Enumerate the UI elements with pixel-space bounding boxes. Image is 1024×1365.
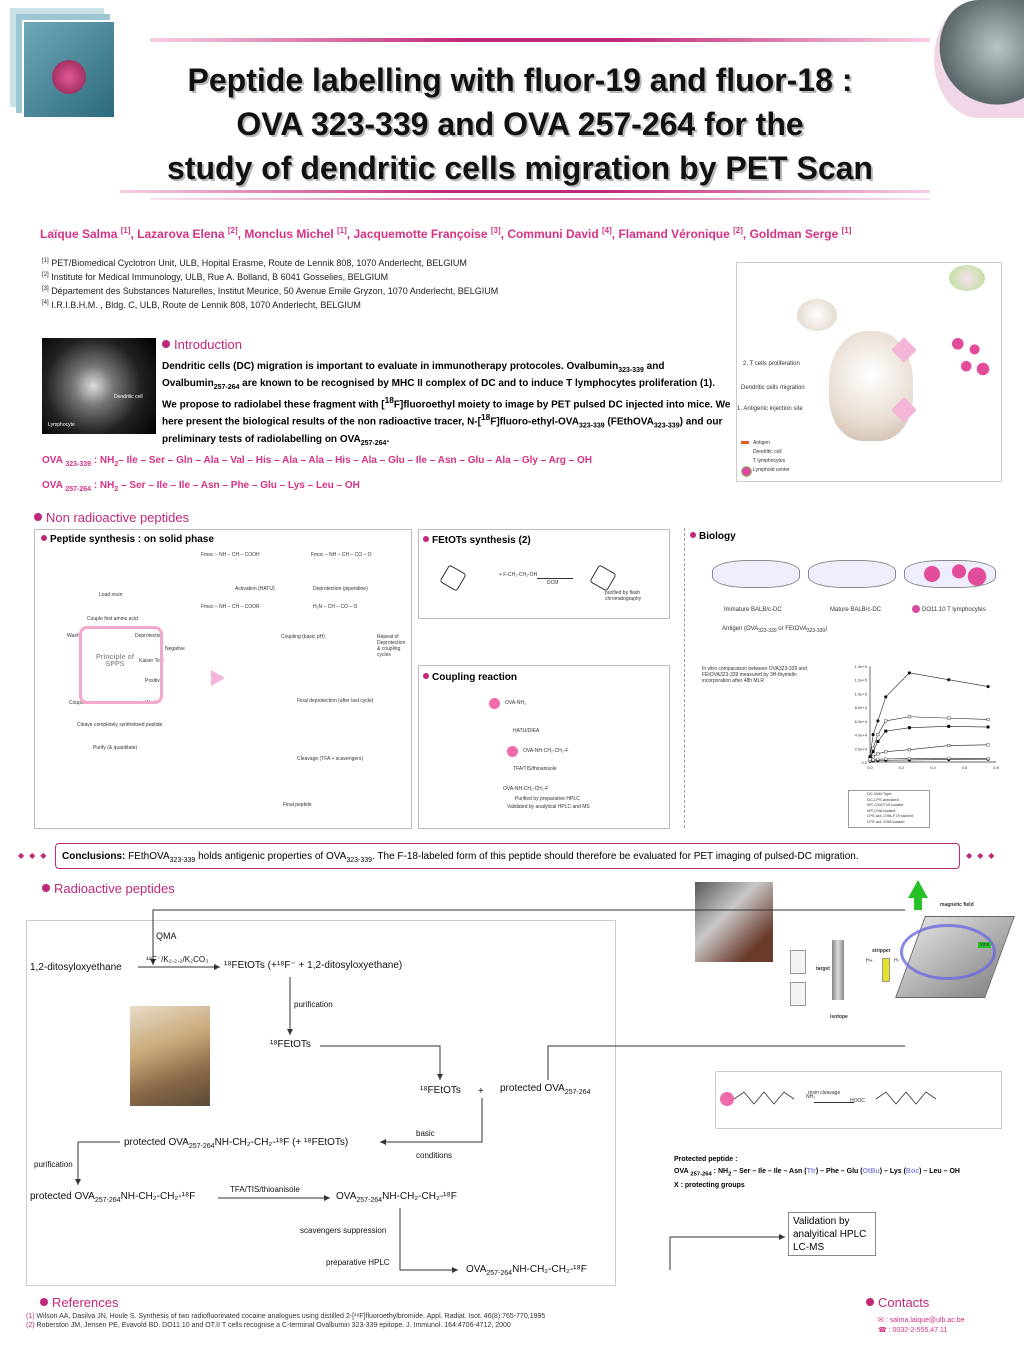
chart-legend-item: LPS act.-OVA loaded bbox=[867, 818, 905, 824]
sequence-ova-257: OVA $_{257-264}$ : $NH_2$ – Ser – Ile – Ile – Asn – Phe – Glu – Lys – Leu – OH bbox=[42, 480, 360, 493]
scheme-step: Deprotection (piperidine) bbox=[313, 586, 368, 592]
resin-cleavage-label: resin cleavage bbox=[808, 1090, 841, 1096]
spps-step: Deprotection bbox=[135, 633, 164, 639]
legend-lymphoid: Lymphoid center bbox=[753, 467, 790, 473]
coupling-step: Validated by analytical HPLC and MS bbox=[507, 804, 590, 810]
fetots-reagent: + F-CH₂-CH₂-OH bbox=[499, 572, 538, 578]
coupling-step: OVA-NH₂ bbox=[505, 700, 527, 706]
y-tick-label: 8.0e+4 bbox=[854, 705, 867, 711]
scheme-step: Final deprotection (after last cycle) bbox=[297, 698, 374, 704]
scheme-step: Fmoc – NH – CH – COOR bbox=[201, 604, 260, 610]
spps-step: Load resin bbox=[99, 592, 123, 598]
protected-peptide bbox=[674, 1154, 960, 1192]
introduction-heading: Introduction bbox=[162, 337, 242, 352]
contacts-heading: Contacts bbox=[866, 1295, 929, 1310]
coupling-step: Purified by preparative HPLC bbox=[515, 796, 580, 802]
chart-legend-item: DC-LPS activated bbox=[867, 796, 899, 802]
magnetic-field-label: magnetic field bbox=[940, 902, 974, 908]
intro-paragraph-1: Dendritic cells (DC) migration is important to evaluate in immunotherapy protocoles. Ovalbumin$_{323-339}$ and Ovalbumin$_{257-264}$ are known to be recognised by MHC II complex of DC and to induce T lymphocytes proliferation (1). bbox=[162, 361, 716, 391]
y-tick-label: 2.0e+4 bbox=[854, 746, 867, 752]
protected-peptide-title: Protected peptide : bbox=[674, 1156, 738, 1163]
kryptofix-label: ¹⁸F⁻/K₂.₂.₂/K₂CO₃ bbox=[146, 955, 209, 964]
nh2-label: NH₂ bbox=[806, 1094, 816, 1100]
isotope-box-2 bbox=[790, 982, 806, 1006]
fetots-label-2: ¹⁸FEtOTs bbox=[420, 1085, 461, 1096]
conclusion-bullets-left: ◆◆◆ bbox=[18, 851, 52, 860]
y-tick-label: 4.0e+4 bbox=[854, 732, 867, 738]
cyclotron-diagram bbox=[790, 880, 1000, 1020]
spps-step: Cleave completely synthetised peptide bbox=[77, 722, 163, 728]
ion-orbit bbox=[900, 924, 996, 980]
chart-legend-item: WT-OVA loaded bbox=[867, 807, 896, 813]
reaction-arrow-2 bbox=[814, 1102, 854, 1103]
intro-paragraph-2: We propose to radiolabel these fragment with [$^{18}$F]fluoroethyl moiety to image by PET pulsed DC injected into mice. We here present the biological results of the non radioactive tracer, $N-[^{18}F]fluoro-ethyl-OVA_{323-339}$ (FEthOVA$_{323-339}$) and our preliminary tests of radiolabelling on $OVA_{257-264}$. bbox=[162, 395, 731, 447]
hminus-label: H- bbox=[894, 958, 900, 964]
mouse-label-proliferation: 2. T cells proliferation bbox=[743, 361, 800, 367]
affiliation-3: [3] Département des Substances Naturelles, Institut Meurice, 50 Avenue Emile Gryzon, 1070 Anderlecht, BELGIUM bbox=[42, 286, 499, 296]
contact-email[interactable]: ✉ : salma.laique@ulb.ac.be bbox=[878, 1317, 965, 1324]
spps-step: Purify (& quantitate) bbox=[93, 745, 138, 751]
qma-label: QMA bbox=[156, 931, 177, 941]
legend-antigen: Antigen bbox=[753, 440, 770, 446]
basic-label: basic bbox=[416, 1129, 435, 1138]
coupling-step: HATU/DIEA bbox=[513, 728, 540, 734]
y-tick-label: 6.0e+4 bbox=[854, 718, 867, 724]
protected-peptide-seq: OVA $_{257-264}$ : $NH_2$ – Ser – Ile – Ile – Asn (Ttr) – Phe – Glu (OtBu) – Lys (Boc) – Leu – OH bbox=[674, 1168, 960, 1178]
scheme-step: Fmoc – NH – CH – COOH bbox=[201, 552, 260, 558]
biology-title: Biology bbox=[690, 531, 736, 542]
title-line-1: Peptide labelling with fluor-19 and fluor-18 : bbox=[187, 62, 853, 98]
bullet-icon bbox=[866, 1298, 874, 1306]
protected-ova: protected $OVA_{257-264}$ bbox=[500, 1083, 591, 1096]
authors: Laïque Salma [1], Lazarova Elena [2], Monclus Michel [1], Jacquemotte Françoise [3], Communi David [4], Flamand Véronique [2], Goldman Serge [1] bbox=[40, 226, 852, 241]
scavengers-label: scavengers suppression bbox=[300, 1226, 387, 1235]
scheme-step: Activation (HATU) bbox=[235, 586, 275, 592]
affiliation-2: [2] Institute for Medical Immunology, ULB, Rue A. Bolland, B 6041 Gosselies, BELGIUM bbox=[42, 272, 389, 282]
scheme-step: Repeat of Deprotection & coupling cycles bbox=[377, 634, 406, 658]
spps-step: Couple bbox=[69, 700, 85, 706]
y-tick-label: 0.0 bbox=[861, 760, 867, 765]
isotope-label: isotope bbox=[830, 1014, 848, 1020]
spps-center-label: Principle of SPPS bbox=[95, 654, 135, 668]
x-tick-label: 0.6 bbox=[961, 765, 968, 770]
x-tick-label: 0.0 bbox=[867, 765, 873, 770]
tfa-label: TFA/TIS/thioanisole bbox=[230, 1185, 300, 1194]
protected-product: protected $OVA_{257-264}NH-CH_2-CH_2$-¹⁸F (+ ¹⁸FEtOTs) bbox=[124, 1137, 349, 1150]
fetots-label: ¹⁸FEtOTs bbox=[270, 1039, 311, 1050]
left-product: protected $OVA_{257-264}NH-CH_2-CH_2$-¹⁸F bbox=[30, 1191, 196, 1204]
coupling-step: TFA/TIS/thioanisole bbox=[513, 766, 557, 772]
author: Laïque Salma [1] bbox=[40, 226, 131, 241]
fetots-solvent: DCM bbox=[547, 580, 559, 586]
hplus-label: H+ bbox=[866, 958, 873, 964]
right-product: $OVA_{257-264}NH-CH_2-CH_2$-¹⁸F bbox=[336, 1191, 457, 1204]
y-tick-label: 1.2e+5 bbox=[854, 677, 867, 683]
affiliation-1: [1] PET/Biomedical Cyclotron Unit, ULB, Hopital Erasme, Route de Lennik 808, 1070 Anderlecht, BELGIUM bbox=[42, 258, 467, 268]
conclusion-bullets-right: ◆◆◆ bbox=[966, 851, 1000, 860]
coupling-step: OVA-NH-CH₂-CH₂-F bbox=[523, 748, 569, 754]
mouse-label-migration: Dendritic cells migration bbox=[741, 385, 805, 391]
dc-label: Dendritic cell bbox=[114, 394, 143, 400]
spps-step: Wash bbox=[67, 633, 80, 639]
spps-step: Couple first amino acid bbox=[87, 616, 138, 622]
non-radio-heading: Non radioactive peptides bbox=[34, 510, 189, 525]
author: Monclus Michel [1] bbox=[244, 226, 347, 241]
title-line-3: study of dendritic cells migration by PET Scan bbox=[167, 150, 873, 186]
validation-box: Validation by analyitical HPLC LC-MS bbox=[788, 1212, 876, 1256]
lymphocyte-label: Lymphocyte bbox=[48, 422, 75, 428]
scheme-step: Fmoc – NH – CH – CO – O bbox=[311, 552, 372, 558]
green-arrow-shaft bbox=[914, 896, 922, 910]
spps-step: Kaiser Test bbox=[139, 658, 164, 664]
spps-step: Negative bbox=[165, 646, 185, 652]
chart-legend-item: DC-Wild Type bbox=[867, 791, 892, 796]
spps-step: Positive bbox=[145, 678, 163, 684]
bio-legend-t: DO11.10 T lymphocytes bbox=[922, 607, 986, 613]
chart-legend-item: LPS act.-OVA-F19 loaded bbox=[867, 813, 913, 818]
fetots-title: FEtOTs synthesis (2) bbox=[423, 535, 531, 546]
purification-label: purification bbox=[294, 1000, 333, 1009]
author: Goldman Serge [1] bbox=[749, 226, 852, 241]
author: Communi David [4] bbox=[507, 226, 612, 241]
resin-bead-icon-3 bbox=[720, 1092, 734, 1106]
y-tick-label: 1.4e+5 bbox=[854, 664, 867, 669]
affiliation-4: [4] I.R.I.B.H.M. , Bldg. C, ULB, Route de Lennik 808, 1070 Anderlecht, BELGIUM bbox=[42, 300, 361, 310]
reference-2: (2) Roberston JM, Jensen PE, Evavold BD. DO11.10 and OT.II T cells recognise a C-terminal Ovalbumin 323-339 epitope. J. Immunol. 164:4706-4712, 2000 bbox=[26, 1322, 511, 1329]
scheme-step: Cleavage (TFA + scavengers) bbox=[297, 756, 364, 762]
author: Flamand Véronique [2] bbox=[618, 226, 743, 241]
spps-step: Wash bbox=[145, 700, 158, 706]
bio-legend-antigen: Antigen ($OVA_{323-339}$ or FEtOVA$_{323-339}$) bbox=[722, 626, 828, 635]
legend-dc: Dendritic cell bbox=[753, 449, 782, 455]
bio-legend-mature: Mature BALB/c-DC bbox=[830, 607, 882, 613]
stripper-bar bbox=[882, 958, 890, 982]
contact-phone: ☎ : 0032-2-555.47.11 bbox=[878, 1327, 948, 1334]
ions-label: ions bbox=[980, 942, 990, 948]
author: Jacquemotte Françoise [3] bbox=[353, 226, 501, 241]
target-body bbox=[832, 940, 844, 1000]
coupling-title: Coupling reaction bbox=[423, 672, 517, 683]
plus-sign: + bbox=[478, 1086, 484, 1097]
scheme-step: Final peptide bbox=[283, 802, 312, 808]
mouse-label-injection: 1. Antigenic injection site bbox=[737, 406, 803, 412]
references-heading: References bbox=[40, 1295, 118, 1310]
isotope-box-1 bbox=[790, 950, 806, 974]
protecting-groups-note: X : protecting groups bbox=[674, 1182, 745, 1190]
title-line-2: OVA 323-339 and OVA 257-264 for the bbox=[236, 106, 804, 142]
fetots-purification: purified by flash chromatography bbox=[605, 590, 642, 602]
reference-1: (1) Wilson AA, Dasilva JN, Houle S. Synthesis of two radiofluorinated cocaine analogues using distilled 2-[¹⁸F]fluoroethylbromide. Appl. Radiat. Isot. 46(8):765-770,1995 bbox=[26, 1313, 546, 1320]
scheme-step: Coupling (basic pH) bbox=[281, 634, 325, 640]
stripper-label: stripper bbox=[872, 948, 891, 954]
chart-legend-item: WT-OVA F19 loaded bbox=[867, 802, 904, 807]
sequence-ova-323: OVA $_{323-339}$ : $NH_2-$ Ile – Ser – Gln – Ala – Val – His – Ala – Ala – His – Ala – Glu – Ile – Asn – Glu – Ala – Gly – Arg – OH bbox=[42, 455, 593, 468]
scheme-step: H₂N – CH – CO – O bbox=[313, 604, 358, 610]
prep-hplc-label: preparative HPLC bbox=[326, 1258, 390, 1267]
bullet-icon bbox=[40, 1298, 48, 1306]
bio-legend-immature: Immature BALB/c-DC bbox=[724, 607, 782, 613]
hooc-label: HOOC bbox=[850, 1098, 865, 1104]
purification-label-2: purification bbox=[34, 1160, 73, 1169]
y-tick-label: 1.0e+5 bbox=[854, 691, 867, 697]
author: Lazarova Elena [2] bbox=[137, 226, 238, 241]
target-label: target bbox=[816, 966, 830, 972]
x-tick-label: 0.4 bbox=[930, 765, 936, 770]
resin-cleavage-panel bbox=[715, 1071, 1002, 1129]
reagent-label: 1,2-ditosyloxyethane bbox=[30, 962, 122, 973]
coupling-step: OVA-NH-CH₂-CH₂-F bbox=[503, 786, 549, 792]
conditions-label: conditions bbox=[416, 1151, 453, 1160]
conclusions-box: Conclusions: FEthOVA$_{323-339}$ holds antigenic properties of $OVA_{323-339}$. The F-18-labeled form of this peptide should therefore be evaluated for PET imaging of pulsed-DC migration. bbox=[55, 843, 960, 869]
x-tick-label: 0.2 bbox=[898, 765, 905, 770]
radio-heading: Radioactive peptides bbox=[42, 881, 175, 896]
spps-title: Peptide synthesis : on solid phase bbox=[41, 534, 214, 545]
final-product: $OVA_{257-264}NH-CH_2-CH_2$-¹⁸F bbox=[466, 1264, 587, 1277]
product-1: ¹⁸FEtOTs (+¹⁸F⁻ + 1,2-ditosyloxyethane) bbox=[224, 960, 403, 971]
legend-t: T lymphocytes bbox=[753, 458, 786, 464]
x-tick-label: 0.8 bbox=[993, 765, 999, 770]
bio-caption: In vitro comparaison between OVA323-339 and FEtOVA323-339 measured by 3H-thymidin incorporation after 48h MLR bbox=[702, 666, 807, 684]
